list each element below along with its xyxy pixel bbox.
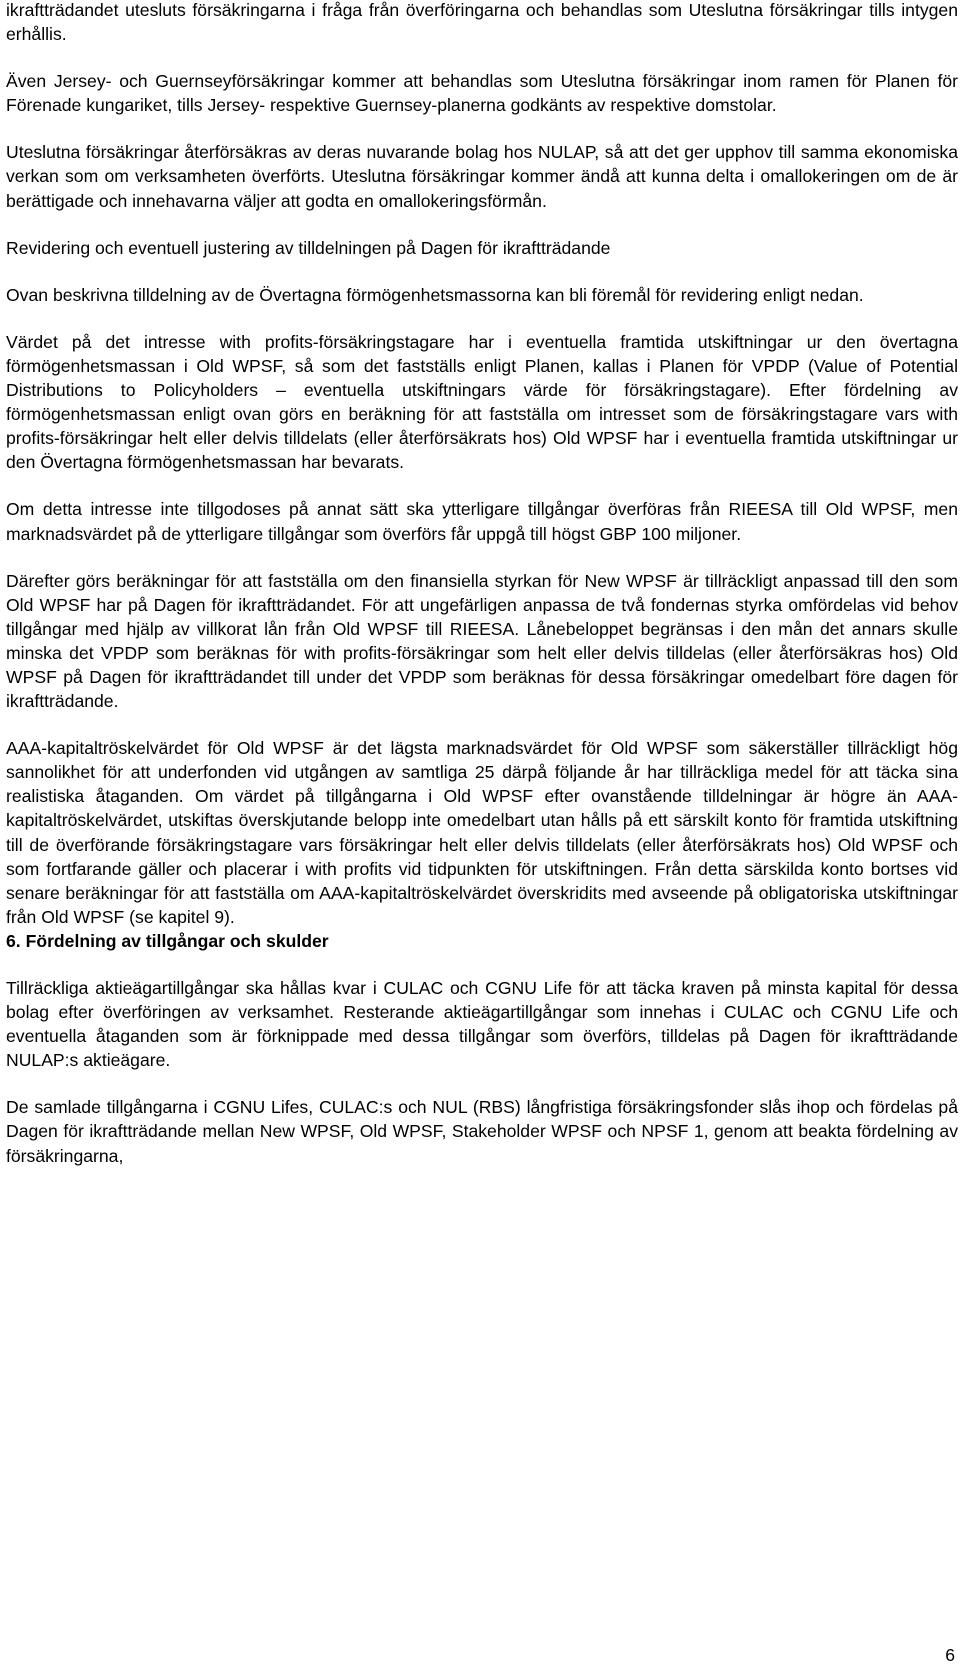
- paragraph-rieesa-transfer: Om detta intresse inte tillgodoses på annat sätt ska ytterligare tillgångar överföras från RIEESA till Old WPSF, men marknadsvärdet på de ytterligare tillgångar som överförs får uppgå till högst GBP 100 miljoner.: [6, 499, 958, 544]
- paragraph-excluded-policies-reinsurance: Uteslutna försäkringar återförsäkras av deras nuvarande bolag hos NULAP, så att det ger upphov till samma ekonomiska verkan som om verksamheten överförts. Uteslutna försäkringar kommer ändå att kunna delta i omallokeringen om de är berättigade och innehavarna väljer att godta en omallokeringsförmån.: [6, 142, 958, 211]
- section-title: Fördelning av tillgångar och skulder: [25, 930, 329, 951]
- paragraph-shareholder-assets: Tillräckliga aktieägartillgångar ska hållas kvar i CULAC och CGNU Life för att täcka kraven på minsta kapital för dessa bolag efter överföringen av verksamhet. Resterande aktieägartillgångar som innehas i CULAC och CGNU Life och eventuella åtaganden som är förknippade med dessa tillgångar som överförs, tilldelas på Dagen för ikraftträdande NULAP:s aktieägare.: [6, 978, 958, 1071]
- section-number: 6.: [6, 930, 21, 951]
- paragraph-revision-intro: Ovan beskrivna tilldelning av de Övertagna förmögenhetsmassorna kan bli föremål för revidering enligt nedan.: [6, 284, 864, 305]
- paragraph-jersey-guernsey: Även Jersey- och Guernseyförsäkringar kommer att behandlas som Uteslutna försäkringar inom ramen för Planen för Förenade kungariket, tills Jersey- respektive Guernsey-planerna godkänts av respektive domstolar.: [6, 71, 958, 116]
- paragraph-financial-strength: Därefter görs beräkningar för att fastställa om den finansiella styrkan för New WPSF är tillräckligt anpassad till den som Old WPSF har på Dagen för ikraftträdandet. För att ungefärligen anpassa de två fondernas styrka omfördelas vid behov tillgångar med hjälp av villkorat lån från Old WPSF till RIEESA. Lånebeloppet begränsas i den mån det annars skulle minska det VPDP som beräknas för with profits-försäkringar som helt eller delvis tilldelas (eller återförsäkras hos) Old WPSF på Dagen för ikraftträdandet till under det VPDP som beräknas för dessa försäkringar omedelbart före dagen för ikraftträdande.: [6, 570, 958, 712]
- subheading-revision: Revidering och eventuell justering av tilldelningen på Dagen för ikraftträdande: [6, 237, 611, 258]
- paragraph-exclusion-certificates: ikraftträdandet utesluts försäkringarna i fråga från överföringarna och behandlas som Uteslutna försäkringar tills intygen erhållis.: [6, 0, 958, 45]
- document-page: [6, 0, 958, 1168]
- page-number: 6: [945, 1645, 955, 1665]
- paragraph-combined-assets: De samlade tillgångarna i CGNU Lifes, CULAC:s och NUL (RBS) långfristiga försäkringsfonder slås ihop och fördelas på Dagen för ikraftträdande mellan New WPSF, Old WPSF, Stakeholder WPSF och NPSF 1, genom att beakta fördelning av försäkringarna,: [6, 1097, 958, 1166]
- paragraph-vpdp: Värdet på det intresse with profits-försäkringstagare har i eventuella framtida utskiftningar ur den övertagna förmögenhetsmassan i Old WPSF, så som det fastställs enligt Planen, kallas i Planen för VPDP (Value of Potential Distributions to Policyholders – eventuella utskiftningars värde för försäkringstagare). Efter fördelning av förmögenhetsmassan enligt ovan görs en beräkning för att fastställa om intresset som de försäkringstagare vars with profits-försäkringar helt eller delvis tilldelats (eller återförsäkrats hos) Old WPSF har i eventuella framtida utskiftningar ur den Övertagna förmögenhetsmassan har bevarats.: [6, 331, 958, 473]
- section-heading: [6, 929, 958, 953]
- paragraph-aaa-threshold: AAA-kapitaltröskelvärdet för Old WPSF är det lägsta marknadsvärdet för Old WPSF som säkerställer tillräckligt hög sannolikhet för att underfonden vid utgången av samtliga 25 därpå följande år har tillräckliga medel för att täcka sina realistiska åtaganden. Om värdet på tillgångarna i Old WPSF efter ovanstående tilldelningar är högre än AAA-kapitaltröskelvärdet, utskiftas överskjutande belopp inte omedelbart utan hålls på ett särskilt konto för framtida utskiftning till de överförande försäkringstagare vars försäkringar helt eller delvis tilldelats (eller återförsäkrats hos) Old WPSF och som fortfarande gäller och placerar i with profits vid tidpunkten för utskiftningen. Från detta särskilda konto bortses vid senare beräkningar för att fastställa om AAA-kapitaltröskelvärdet överskridits med avseende på obligatoriska utskiftningar från Old WPSF (se kapitel 9).: [6, 738, 958, 927]
